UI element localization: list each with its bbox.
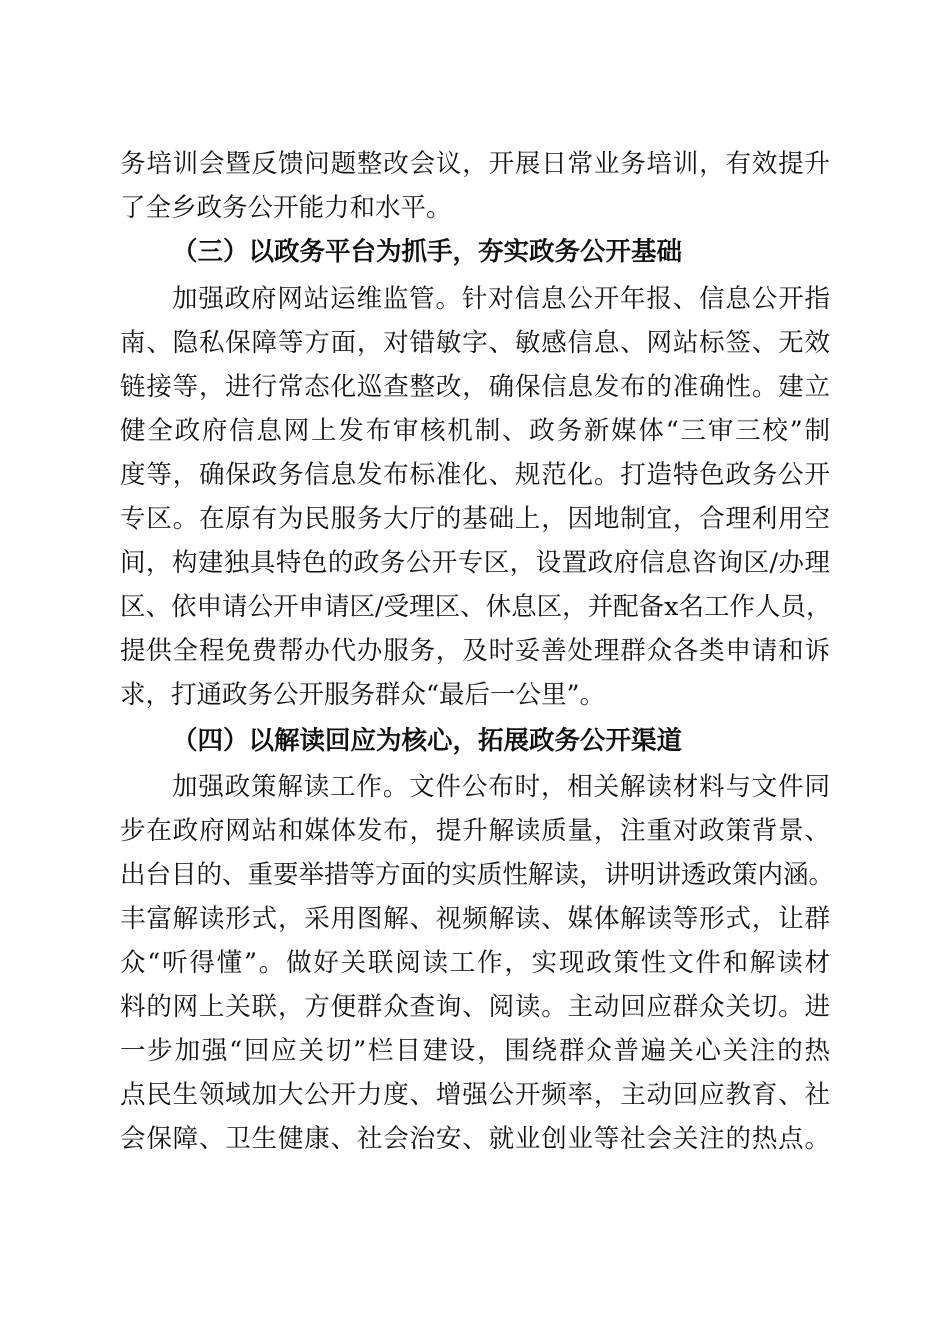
paragraph-line: 众“听得懂”。做好关联阅读工作，实现政策性文件和解读材 xyxy=(120,948,830,978)
paragraph-line: 区、依申请公开申请区/受理区、休息区，并配备x名工作人员， xyxy=(120,592,832,622)
paragraph-line: 一步加强“回应关切”栏目建设，围绕群众普遍关心关注的热 xyxy=(120,1036,830,1066)
paragraph-line: 链接等，进行常态化巡查整改，确保信息发布的准确性。建立 xyxy=(120,372,830,402)
paragraph-line: 务培训会暨反馈问题整改会议，开展日常业务培训，有效提升 xyxy=(120,149,830,179)
paragraph-line: 了全乡政务公开能力和水平。 xyxy=(120,193,452,223)
paragraph-line: 会保障、卫生健康、社会治安、就业创业等社会关注的热点。 xyxy=(120,1124,830,1154)
paragraph-line: 出台目的、重要举措等方面的实质性解读，讲明讲透政策内涵。 xyxy=(120,860,835,890)
paragraph-line: 丰富解读形式，采用图解、视频解读、媒体解读等形式，让群 xyxy=(120,904,830,934)
paragraph-line: 加强政府网站运维监管。针对信息公开年报、信息公开指 xyxy=(172,284,830,314)
section-heading-3: （三）以政务平台为抓手，夯实政务公开基础 xyxy=(172,237,683,267)
paragraph-line: 度等，确保政务信息发布标准化、规范化。打造特色政务公开 xyxy=(120,460,830,490)
paragraph-line: 间，构建独具特色的政务公开专区，设置政府信息咨询区/办理 xyxy=(120,548,830,578)
paragraph-line: 健全政府信息网上发布审核机制、政务新媒体“三审三校”制 xyxy=(120,416,830,446)
paragraph-line: 提供全程免费帮办代办服务，及时妥善处理群众各类申请和诉 xyxy=(120,636,830,666)
paragraph-line: 南、隐私保障等方面，对错敏字、敏感信息、网站标签、无效 xyxy=(120,328,830,358)
paragraph-line: 加强政策解读工作。文件公布时，相关解读材料与文件同 xyxy=(172,772,830,802)
paragraph-line: 点民生领域加大公开力度、增强公开频率，主动回应教育、社 xyxy=(120,1080,830,1110)
paragraph-line: 专区。在原有为民服务大厅的基础上，因地制宜，合理利用空 xyxy=(120,504,830,534)
paragraph-line: 求，打通政务公开服务群众“最后一公里”。 xyxy=(120,680,606,710)
paragraph-line: 步在政府网站和媒体发布，提升解读质量，注重对政策背景、 xyxy=(120,816,830,846)
paragraph-line: 料的网上关联，方便群众查询、阅读。主动回应群众关切。进 xyxy=(120,992,830,1022)
section-heading-4: （四）以解读回应为核心，拓展政务公开渠道 xyxy=(172,726,683,756)
